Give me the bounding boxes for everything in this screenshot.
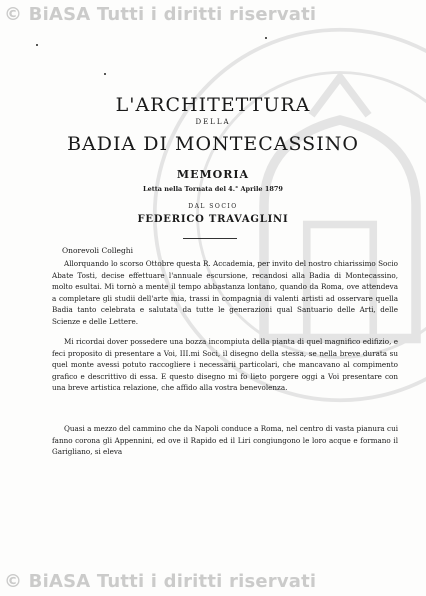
paragraph-3 <box>52 423 398 458</box>
stray-mark <box>265 37 267 39</box>
title-line-3: BADIA DI MONTECASSINO <box>67 133 359 155</box>
title-line-2: DELLA <box>195 118 231 126</box>
subtitle: MEMORIA <box>176 168 250 181</box>
watermark-top <box>0 2 426 26</box>
watermark-top-text: © BiASA Tutti i diritti riservati <box>4 3 317 25</box>
by-line: DAL SOCIO <box>188 203 238 210</box>
watermark-bottom-text: © BiASA Tutti i diritti riservati <box>4 570 317 592</box>
author-name: FEDERICO TRAVAGLINI <box>137 214 289 225</box>
paragraph-text: Quasi a mezzo del cammino che da Napoli conduce a Roma, nel centro di vasta pianura cui fanno corona gli Appennini, ed ove il Rapido ed il Liri congiungono le loro acque e formano il Garigliano, si eleva <box>52 424 398 456</box>
paragraph-text: Mi ricordai dover possedere una bozza incompiuta della pianta di quel magnifico edifizio, e feci proposito di presentare a Voi, III.mi Soci, il disegno della stessa, se nella breve durata su quel monte avessi potuto raccogliere i necessarii particolari, che mancavano al compimento grafico e descrittivo di essa. E questo disegno mi fo lieto porgere oggi a Voi presentare con una breve artistica relazione, che affido alla vostra benevolenza. <box>52 337 398 392</box>
title-line-1: L'ARCHITETTURA <box>115 94 311 116</box>
stray-mark <box>104 73 106 75</box>
salutation: Onorevoli Colleghi <box>62 246 133 255</box>
paragraph-1 <box>52 258 398 327</box>
read-note: Letta nella Tornata del 4.° Aprile 1879 <box>143 185 283 193</box>
paragraph-text: Allorquando lo scorso Ottobre questa R. Accademia, per invito del nostro chiarissimo Socio Abate Tosti, decise effettuare l'annuale escursione, recandosi alla Badia di Montecassino, molto esultai. Mi tornò a mente il tempo abbastanza lontano, quando da Roma, ove attendeva a completare gli studii dell'arte mia, trassi in compagnia di valenti artisti ad osservare quella Badia tanto celebrata e salutata da tutte le generazioni qual Santuario delle Arti, delle Scienze e delle Lettere. <box>52 259 398 326</box>
stray-mark <box>36 44 38 46</box>
title-rule <box>183 238 237 239</box>
paragraph-2 <box>52 336 398 394</box>
watermark-bottom <box>0 569 426 593</box>
